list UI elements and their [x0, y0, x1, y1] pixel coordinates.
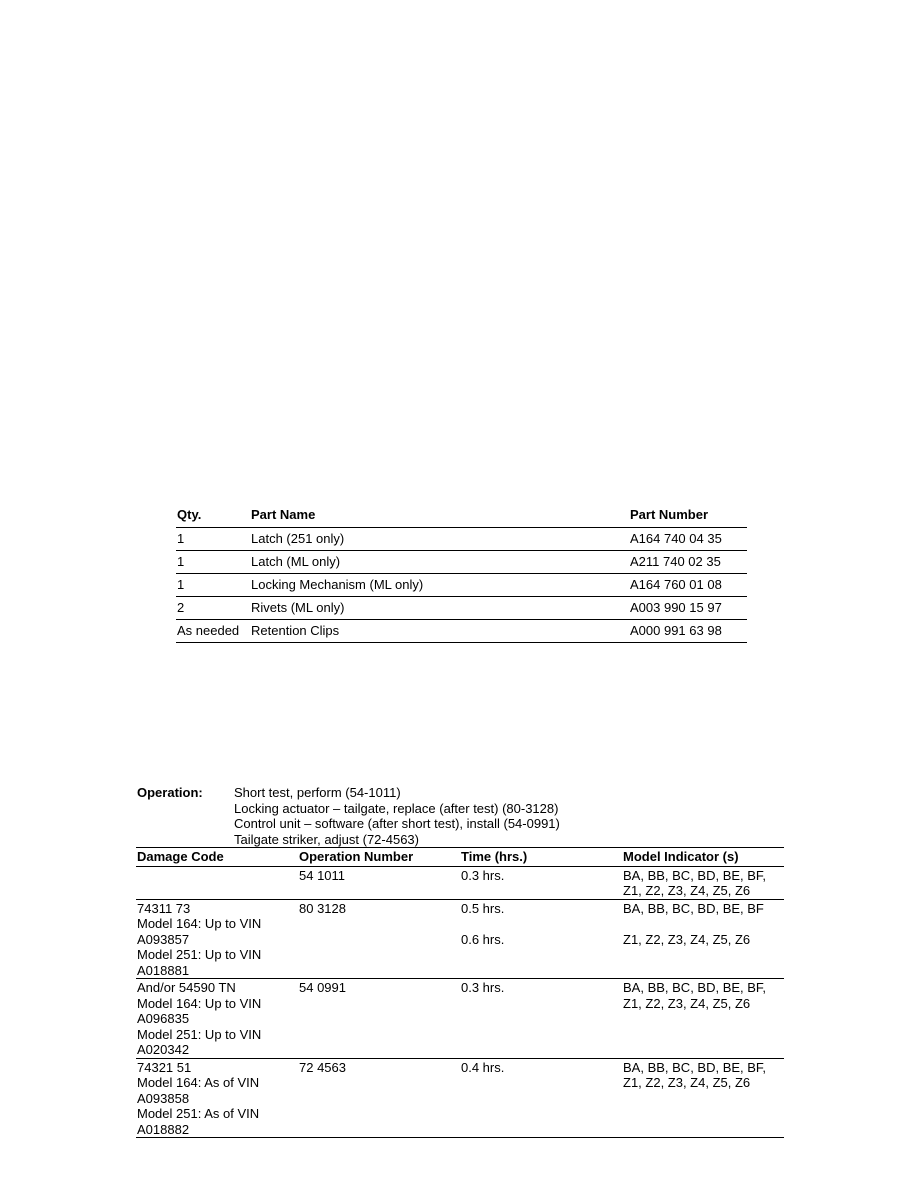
labor-table-header: [136, 848, 784, 867]
model-indicator-cell: [622, 979, 784, 1059]
cell-line: A020342: [137, 1042, 190, 1057]
operation-line: Short test, perform (54-1011): [234, 785, 401, 800]
cell-line: And/or 54590 TN: [137, 980, 236, 995]
cell-line: 0.6 hrs.: [461, 931, 505, 947]
header-part-number: Part Number: [630, 505, 747, 528]
cell-line: Model 164: Up to VIN: [137, 916, 262, 931]
table-row: [136, 979, 784, 1059]
part-number-cell: A164 760 01 08: [630, 574, 747, 597]
cell-line: Z1, Z2, Z3, Z4, Z5, Z6: [623, 995, 751, 1011]
model-indicator-cell: [622, 899, 784, 979]
table-row: [176, 597, 747, 620]
cell-line: 54 0991: [299, 980, 346, 995]
time-cell: [460, 1058, 622, 1138]
cell-line: 0.3 hrs.: [461, 980, 505, 995]
table-row: [176, 574, 747, 597]
cell-line: BA, BB, BC, BD, BE, BF,: [623, 980, 767, 995]
cell-line: BA, BB, BC, BD, BE, BF: [623, 900, 764, 916]
header-operation-number: Operation Number: [298, 848, 460, 867]
cell-line: Model 164: Up to VIN: [137, 995, 262, 1011]
qty-cell: As needed: [176, 620, 251, 643]
cell-line: [623, 916, 784, 932]
cell-line: BA, BB, BC, BD, BE, BF,: [623, 1059, 767, 1075]
model-indicator-cell: [622, 1058, 784, 1138]
part-name-cell: Rivets (ML only): [251, 597, 630, 620]
cell-line: 74311 73: [137, 900, 191, 916]
header-part-name: Part Name: [251, 505, 630, 528]
header-model-indicator: Model Indicator (s): [622, 848, 784, 867]
cell-line: Model 251: Up to VIN: [137, 1026, 262, 1042]
parts-table: [176, 505, 747, 643]
cell-line: 74321 51: [137, 1059, 192, 1075]
labor-table: [136, 847, 784, 1138]
part-name-cell: Latch (251 only): [251, 528, 630, 551]
labor-table-body: [136, 866, 784, 1138]
cell-line: 54 1011: [299, 867, 346, 883]
table-row: [176, 620, 747, 643]
qty-cell: 1: [176, 528, 251, 551]
table-row: [136, 899, 784, 979]
header-time: Time (hrs.): [460, 848, 622, 867]
operation-line: Locking actuator – tailgate, replace (after test) (80-3128): [234, 800, 559, 816]
parts-table-body: [176, 528, 747, 643]
table-row: [136, 866, 784, 899]
cell-line: Model 251: Up to VIN: [137, 947, 262, 962]
header-damage-code: Damage Code: [136, 848, 298, 867]
part-number-cell: A003 990 15 97: [630, 597, 747, 620]
operation-number-cell: [298, 979, 460, 1059]
cell-line: [461, 916, 622, 932]
table-row: [176, 528, 747, 551]
operation-number-cell: [298, 866, 460, 899]
cell-line: A093857: [137, 931, 190, 947]
cell-line: 72 4563: [299, 1059, 346, 1075]
damage-code-cell: [136, 866, 298, 899]
time-cell: [460, 979, 622, 1059]
cell-line: A018882: [137, 1121, 190, 1137]
cell-line: A018881: [137, 962, 190, 978]
part-number-cell: A211 740 02 35: [630, 551, 747, 574]
cell-line: Model 164: As of VIN: [137, 1075, 260, 1090]
part-number-cell: A000 991 63 98: [630, 620, 747, 643]
cell-line: 0.5 hrs.: [461, 900, 505, 916]
operation-label: Operation:: [137, 785, 203, 800]
header-qty: Qty.: [176, 505, 251, 528]
cell-line: [137, 868, 298, 884]
table-row: [136, 1058, 784, 1138]
cell-line: A093858: [137, 1090, 190, 1106]
part-name-cell: Retention Clips: [251, 620, 630, 643]
operation-number-cell: [298, 1058, 460, 1138]
cell-line: Model 251: As of VIN: [137, 1106, 260, 1121]
cell-line: 80 3128: [299, 900, 346, 916]
qty-cell: 1: [176, 551, 251, 574]
qty-cell: 2: [176, 597, 251, 620]
time-cell: [460, 866, 622, 899]
cell-line: A096835: [137, 1011, 190, 1026]
table-row: [176, 551, 747, 574]
cell-line: Z1, Z2, Z3, Z4, Z5, Z6: [623, 883, 751, 898]
cell-line: Z1, Z2, Z3, Z4, Z5, Z6: [623, 1075, 751, 1090]
qty-cell: 1: [176, 574, 251, 597]
operation-list: [234, 785, 560, 847]
cell-line: 0.3 hrs.: [461, 867, 505, 883]
operation-number-cell: [298, 899, 460, 979]
part-name-cell: Locking Mechanism (ML only): [251, 574, 630, 597]
parts-table-header: [176, 505, 747, 528]
damage-code-cell: [136, 899, 298, 979]
cell-line: BA, BB, BC, BD, BE, BF,: [623, 867, 767, 883]
damage-code-cell: [136, 979, 298, 1059]
damage-code-cell: [136, 1058, 298, 1138]
cell-line: Z1, Z2, Z3, Z4, Z5, Z6: [623, 931, 751, 947]
operation-line: Control unit – software (after short test), install (54-0991): [234, 816, 560, 831]
part-name-cell: Latch (ML only): [251, 551, 630, 574]
operation-line: Tailgate striker, adjust (72-4563): [234, 831, 419, 847]
model-indicator-cell: [622, 866, 784, 899]
part-number-cell: A164 740 04 35: [630, 528, 747, 551]
cell-line: 0.4 hrs.: [461, 1059, 505, 1075]
time-cell: [460, 899, 622, 979]
